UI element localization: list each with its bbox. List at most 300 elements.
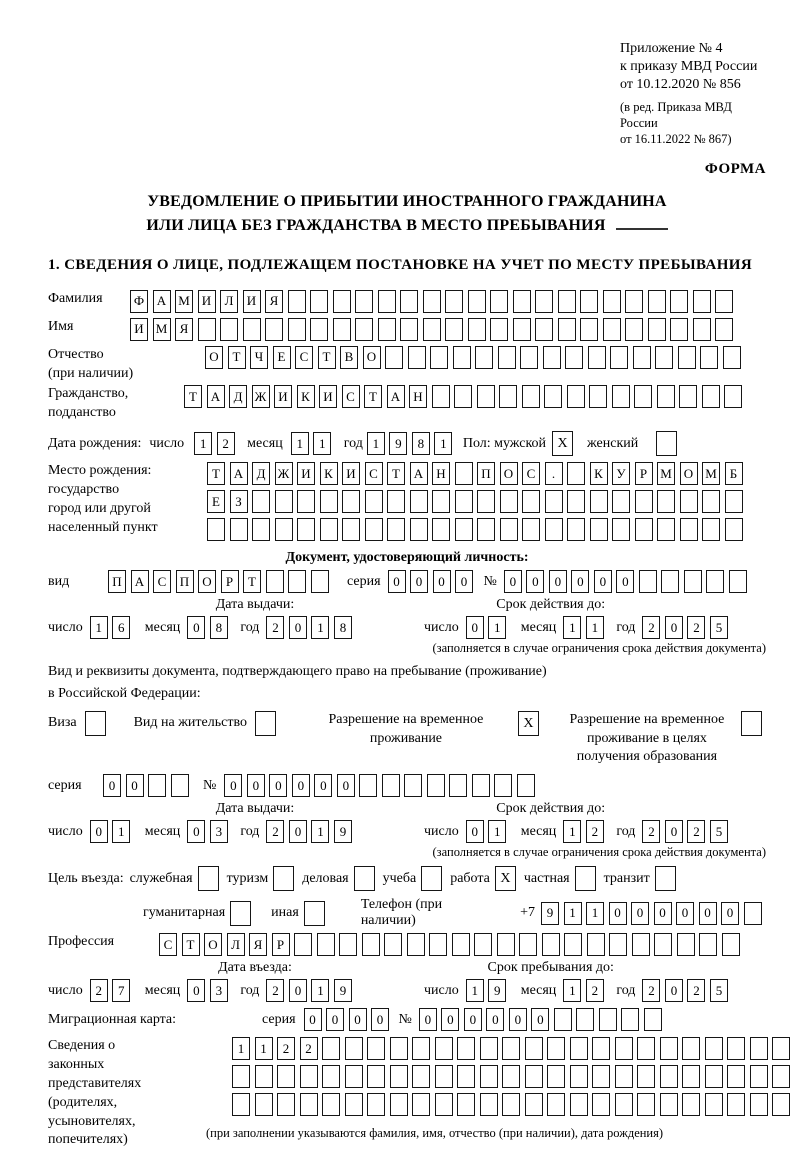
char-box[interactable] bbox=[682, 1065, 700, 1088]
char-box[interactable] bbox=[699, 933, 717, 956]
char-box[interactable] bbox=[589, 385, 607, 408]
char-box[interactable] bbox=[535, 290, 553, 313]
char-box[interactable] bbox=[294, 933, 312, 956]
char-box[interactable] bbox=[660, 1065, 678, 1088]
char-box[interactable] bbox=[590, 490, 608, 513]
char-box[interactable] bbox=[430, 346, 448, 369]
char-box[interactable] bbox=[365, 518, 383, 541]
char-box[interactable]: Ж bbox=[275, 462, 293, 485]
char-box[interactable] bbox=[612, 490, 630, 513]
char-box[interactable] bbox=[148, 774, 166, 797]
char-box[interactable] bbox=[404, 774, 422, 797]
char-box[interactable] bbox=[480, 1037, 498, 1060]
char-box[interactable]: 0 bbox=[388, 570, 406, 593]
char-box[interactable]: 1 bbox=[586, 902, 604, 925]
char-box[interactable] bbox=[412, 1037, 430, 1060]
char-box[interactable] bbox=[198, 318, 216, 341]
char-box[interactable] bbox=[412, 1093, 430, 1116]
char-box[interactable] bbox=[435, 1037, 453, 1060]
char-box[interactable] bbox=[558, 318, 576, 341]
char-box[interactable]: 0 bbox=[269, 774, 287, 797]
char-box[interactable]: 2 bbox=[586, 820, 604, 843]
char-box[interactable]: 1 bbox=[291, 432, 309, 455]
checkbox-business[interactable] bbox=[354, 866, 375, 891]
char-box[interactable] bbox=[580, 290, 598, 313]
char-box[interactable] bbox=[547, 1037, 565, 1060]
char-box[interactable]: О bbox=[204, 933, 222, 956]
char-box[interactable]: 0 bbox=[103, 774, 121, 797]
char-box[interactable]: Р bbox=[272, 933, 290, 956]
char-box[interactable] bbox=[522, 490, 540, 513]
char-box[interactable] bbox=[633, 346, 651, 369]
char-box[interactable]: 5 bbox=[710, 616, 728, 639]
char-box[interactable]: 0 bbox=[187, 979, 205, 1002]
char-box[interactable]: 6 bbox=[112, 616, 130, 639]
char-box[interactable] bbox=[207, 518, 225, 541]
char-box[interactable] bbox=[564, 933, 582, 956]
char-box[interactable] bbox=[660, 1037, 678, 1060]
char-box[interactable]: 9 bbox=[488, 979, 506, 1002]
char-box[interactable] bbox=[702, 490, 720, 513]
char-box[interactable] bbox=[480, 1065, 498, 1088]
char-box[interactable]: П bbox=[176, 570, 194, 593]
char-box[interactable]: 2 bbox=[300, 1037, 318, 1060]
char-box[interactable] bbox=[715, 290, 733, 313]
char-box[interactable]: С bbox=[342, 385, 360, 408]
char-box[interactable]: 2 bbox=[217, 432, 235, 455]
char-box[interactable] bbox=[610, 346, 628, 369]
char-box[interactable]: 0 bbox=[464, 1008, 482, 1031]
char-box[interactable] bbox=[603, 290, 621, 313]
char-box[interactable]: 1 bbox=[564, 902, 582, 925]
char-box[interactable]: 2 bbox=[687, 979, 705, 1002]
char-box[interactable] bbox=[385, 346, 403, 369]
char-box[interactable]: 1 bbox=[586, 616, 604, 639]
char-box[interactable]: 0 bbox=[486, 1008, 504, 1031]
char-box[interactable] bbox=[359, 774, 377, 797]
char-box[interactable] bbox=[230, 518, 248, 541]
char-box[interactable] bbox=[390, 1037, 408, 1060]
char-box[interactable]: 1 bbox=[563, 616, 581, 639]
char-box[interactable]: 1 bbox=[488, 616, 506, 639]
char-box[interactable]: Т bbox=[207, 462, 225, 485]
char-box[interactable] bbox=[637, 1065, 655, 1088]
char-box[interactable] bbox=[498, 346, 516, 369]
char-box[interactable]: 2 bbox=[277, 1037, 295, 1060]
char-box[interactable]: И bbox=[297, 462, 315, 485]
char-box[interactable] bbox=[410, 518, 428, 541]
char-box[interactable] bbox=[639, 570, 657, 593]
char-box[interactable] bbox=[457, 1065, 475, 1088]
char-box[interactable]: 2 bbox=[642, 820, 660, 843]
char-box[interactable]: 0 bbox=[289, 616, 307, 639]
char-box[interactable]: 2 bbox=[642, 979, 660, 1002]
char-box[interactable]: 8 bbox=[412, 432, 430, 455]
char-box[interactable] bbox=[311, 570, 329, 593]
char-box[interactable] bbox=[519, 933, 537, 956]
char-box[interactable] bbox=[657, 385, 675, 408]
char-box[interactable]: М bbox=[657, 462, 675, 485]
char-box[interactable]: О bbox=[198, 570, 216, 593]
char-box[interactable] bbox=[513, 290, 531, 313]
char-box[interactable] bbox=[682, 1037, 700, 1060]
char-box[interactable]: 0 bbox=[631, 902, 649, 925]
char-box[interactable]: С bbox=[365, 462, 383, 485]
char-box[interactable]: 2 bbox=[266, 820, 284, 843]
char-box[interactable] bbox=[678, 346, 696, 369]
char-box[interactable] bbox=[400, 290, 418, 313]
char-box[interactable]: 2 bbox=[266, 616, 284, 639]
char-box[interactable] bbox=[243, 318, 261, 341]
char-box[interactable] bbox=[565, 346, 583, 369]
char-box[interactable] bbox=[657, 490, 675, 513]
char-box[interactable]: 0 bbox=[326, 1008, 344, 1031]
char-box[interactable] bbox=[660, 1093, 678, 1116]
char-box[interactable]: 1 bbox=[313, 432, 331, 455]
char-box[interactable] bbox=[339, 933, 357, 956]
char-box[interactable]: 9 bbox=[389, 432, 407, 455]
char-box[interactable] bbox=[615, 1065, 633, 1088]
char-box[interactable] bbox=[497, 933, 515, 956]
char-box[interactable] bbox=[453, 346, 471, 369]
char-box[interactable]: О bbox=[205, 346, 223, 369]
checkbox-transit[interactable] bbox=[655, 866, 676, 891]
char-box[interactable] bbox=[333, 318, 351, 341]
char-box[interactable]: Т bbox=[184, 385, 202, 408]
char-box[interactable] bbox=[407, 933, 425, 956]
char-box[interactable]: Я bbox=[265, 290, 283, 313]
char-box[interactable] bbox=[570, 1065, 588, 1088]
char-box[interactable] bbox=[693, 318, 711, 341]
checkbox-humanitarian[interactable] bbox=[230, 901, 251, 926]
char-box[interactable] bbox=[705, 1093, 723, 1116]
char-box[interactable] bbox=[547, 1093, 565, 1116]
char-box[interactable] bbox=[637, 1037, 655, 1060]
char-box[interactable] bbox=[171, 774, 189, 797]
char-box[interactable]: Ф bbox=[130, 290, 148, 313]
char-box[interactable]: П bbox=[477, 462, 495, 485]
char-box[interactable] bbox=[423, 318, 441, 341]
char-box[interactable]: 0 bbox=[126, 774, 144, 797]
char-box[interactable]: 9 bbox=[334, 820, 352, 843]
char-box[interactable] bbox=[570, 1037, 588, 1060]
char-box[interactable] bbox=[670, 318, 688, 341]
char-box[interactable] bbox=[408, 346, 426, 369]
char-box[interactable] bbox=[494, 774, 512, 797]
char-box[interactable] bbox=[342, 490, 360, 513]
char-box[interactable] bbox=[635, 518, 653, 541]
char-box[interactable] bbox=[474, 933, 492, 956]
char-box[interactable] bbox=[567, 462, 585, 485]
char-box[interactable]: 0 bbox=[441, 1008, 459, 1031]
char-box[interactable]: 7 bbox=[112, 979, 130, 1002]
char-box[interactable]: 2 bbox=[642, 616, 660, 639]
char-box[interactable] bbox=[345, 1093, 363, 1116]
char-box[interactable] bbox=[727, 1093, 745, 1116]
char-box[interactable] bbox=[648, 290, 666, 313]
char-box[interactable]: 0 bbox=[665, 820, 683, 843]
char-box[interactable]: 1 bbox=[194, 432, 212, 455]
char-box[interactable]: 0 bbox=[466, 616, 484, 639]
char-box[interactable] bbox=[499, 385, 517, 408]
char-box[interactable]: Р bbox=[635, 462, 653, 485]
char-box[interactable] bbox=[744, 902, 762, 925]
char-box[interactable]: 1 bbox=[232, 1037, 250, 1060]
char-box[interactable] bbox=[252, 490, 270, 513]
char-box[interactable]: 0 bbox=[654, 902, 672, 925]
char-box[interactable]: К bbox=[590, 462, 608, 485]
char-box[interactable] bbox=[427, 774, 445, 797]
char-box[interactable] bbox=[390, 1093, 408, 1116]
char-box[interactable] bbox=[724, 385, 742, 408]
char-box[interactable]: Т bbox=[243, 570, 261, 593]
char-box[interactable] bbox=[625, 318, 643, 341]
char-box[interactable] bbox=[490, 290, 508, 313]
char-box[interactable]: М bbox=[175, 290, 193, 313]
char-box[interactable] bbox=[365, 490, 383, 513]
char-box[interactable] bbox=[410, 490, 428, 513]
char-box[interactable] bbox=[680, 490, 698, 513]
char-box[interactable]: 5 bbox=[710, 979, 728, 1002]
checkbox-visa[interactable] bbox=[85, 711, 106, 736]
char-box[interactable]: Т bbox=[364, 385, 382, 408]
char-box[interactable]: А bbox=[230, 462, 248, 485]
char-box[interactable]: Т bbox=[228, 346, 246, 369]
char-box[interactable] bbox=[634, 385, 652, 408]
char-box[interactable] bbox=[750, 1093, 768, 1116]
char-box[interactable] bbox=[452, 933, 470, 956]
char-box[interactable] bbox=[432, 490, 450, 513]
char-box[interactable] bbox=[445, 318, 463, 341]
char-box[interactable] bbox=[423, 290, 441, 313]
char-box[interactable] bbox=[367, 1037, 385, 1060]
char-box[interactable] bbox=[625, 290, 643, 313]
char-box[interactable]: 0 bbox=[349, 1008, 367, 1031]
char-box[interactable]: 0 bbox=[609, 902, 627, 925]
char-box[interactable]: 0 bbox=[509, 1008, 527, 1031]
char-box[interactable]: 0 bbox=[187, 820, 205, 843]
char-box[interactable]: Д bbox=[229, 385, 247, 408]
char-box[interactable] bbox=[525, 1065, 543, 1088]
char-box[interactable] bbox=[772, 1093, 790, 1116]
char-box[interactable] bbox=[621, 1008, 639, 1031]
char-box[interactable]: И bbox=[342, 462, 360, 485]
char-box[interactable] bbox=[609, 933, 627, 956]
char-box[interactable]: . bbox=[545, 462, 563, 485]
char-box[interactable] bbox=[567, 518, 585, 541]
char-box[interactable] bbox=[525, 1093, 543, 1116]
char-box[interactable]: 0 bbox=[455, 570, 473, 593]
char-box[interactable]: 2 bbox=[266, 979, 284, 1002]
char-box[interactable] bbox=[612, 518, 630, 541]
char-box[interactable] bbox=[682, 1093, 700, 1116]
char-box[interactable] bbox=[310, 318, 328, 341]
char-box[interactable]: И bbox=[274, 385, 292, 408]
char-box[interactable] bbox=[612, 385, 630, 408]
char-box[interactable] bbox=[455, 518, 473, 541]
checkbox-private[interactable] bbox=[575, 866, 596, 891]
char-box[interactable]: А bbox=[387, 385, 405, 408]
char-box[interactable] bbox=[449, 774, 467, 797]
char-box[interactable] bbox=[592, 1093, 610, 1116]
char-box[interactable] bbox=[500, 518, 518, 541]
char-box[interactable] bbox=[387, 518, 405, 541]
char-box[interactable] bbox=[750, 1037, 768, 1060]
char-box[interactable] bbox=[772, 1037, 790, 1060]
char-box[interactable] bbox=[702, 385, 720, 408]
char-box[interactable] bbox=[475, 346, 493, 369]
char-box[interactable] bbox=[702, 518, 720, 541]
char-box[interactable]: Я bbox=[175, 318, 193, 341]
char-box[interactable]: Н bbox=[432, 462, 450, 485]
char-box[interactable] bbox=[502, 1037, 520, 1060]
char-box[interactable] bbox=[654, 933, 672, 956]
char-box[interactable] bbox=[648, 318, 666, 341]
char-box[interactable] bbox=[661, 570, 679, 593]
char-box[interactable] bbox=[545, 490, 563, 513]
char-box[interactable] bbox=[457, 1093, 475, 1116]
checkbox-male[interactable]: X bbox=[552, 431, 573, 456]
char-box[interactable]: Т bbox=[318, 346, 336, 369]
char-box[interactable]: С bbox=[522, 462, 540, 485]
char-box[interactable]: М bbox=[153, 318, 171, 341]
char-box[interactable] bbox=[252, 518, 270, 541]
char-box[interactable] bbox=[502, 1065, 520, 1088]
char-box[interactable]: Т bbox=[387, 462, 405, 485]
char-box[interactable]: 0 bbox=[433, 570, 451, 593]
checkbox-other[interactable] bbox=[304, 901, 325, 926]
char-box[interactable]: 2 bbox=[687, 820, 705, 843]
char-box[interactable] bbox=[543, 346, 561, 369]
char-box[interactable]: 0 bbox=[616, 570, 634, 593]
char-box[interactable]: 0 bbox=[410, 570, 428, 593]
char-box[interactable] bbox=[615, 1093, 633, 1116]
char-box[interactable]: 0 bbox=[314, 774, 332, 797]
char-box[interactable]: 3 bbox=[210, 820, 228, 843]
char-box[interactable] bbox=[432, 518, 450, 541]
char-box[interactable]: Л bbox=[220, 290, 238, 313]
char-box[interactable] bbox=[378, 318, 396, 341]
char-box[interactable] bbox=[772, 1065, 790, 1088]
checkbox-tourism[interactable] bbox=[273, 866, 294, 891]
char-box[interactable] bbox=[700, 346, 718, 369]
char-box[interactable] bbox=[723, 346, 741, 369]
checkbox-work[interactable]: X bbox=[495, 866, 516, 891]
char-box[interactable]: Л bbox=[227, 933, 245, 956]
char-box[interactable] bbox=[277, 1065, 295, 1088]
char-box[interactable]: О bbox=[500, 462, 518, 485]
char-box[interactable] bbox=[670, 290, 688, 313]
char-box[interactable] bbox=[472, 774, 490, 797]
char-box[interactable]: Р bbox=[221, 570, 239, 593]
char-box[interactable]: З bbox=[230, 490, 248, 513]
char-box[interactable] bbox=[684, 570, 702, 593]
char-box[interactable] bbox=[587, 933, 605, 956]
char-box[interactable]: 0 bbox=[699, 902, 717, 925]
char-box[interactable]: 0 bbox=[531, 1008, 549, 1031]
char-box[interactable]: 0 bbox=[594, 570, 612, 593]
char-box[interactable]: П bbox=[108, 570, 126, 593]
char-box[interactable] bbox=[320, 518, 338, 541]
char-box[interactable]: Е bbox=[207, 490, 225, 513]
char-box[interactable] bbox=[599, 1008, 617, 1031]
char-box[interactable]: Ж bbox=[252, 385, 270, 408]
char-box[interactable] bbox=[412, 1065, 430, 1088]
char-box[interactable] bbox=[266, 570, 284, 593]
char-box[interactable] bbox=[635, 490, 653, 513]
char-box[interactable] bbox=[342, 518, 360, 541]
char-box[interactable]: 1 bbox=[112, 820, 130, 843]
char-box[interactable] bbox=[705, 1037, 723, 1060]
char-box[interactable] bbox=[576, 1008, 594, 1031]
char-box[interactable] bbox=[615, 1037, 633, 1060]
checkbox-residence-permit[interactable] bbox=[255, 711, 276, 736]
char-box[interactable] bbox=[603, 318, 621, 341]
checkbox-female[interactable] bbox=[656, 431, 677, 456]
char-box[interactable] bbox=[333, 290, 351, 313]
char-box[interactable]: 1 bbox=[563, 979, 581, 1002]
checkbox-temp-residence[interactable]: X bbox=[518, 711, 539, 736]
char-box[interactable] bbox=[400, 318, 418, 341]
char-box[interactable]: Н bbox=[409, 385, 427, 408]
char-box[interactable] bbox=[502, 1093, 520, 1116]
char-box[interactable] bbox=[513, 318, 531, 341]
char-box[interactable]: 0 bbox=[371, 1008, 389, 1031]
char-box[interactable] bbox=[297, 518, 315, 541]
char-box[interactable] bbox=[727, 1037, 745, 1060]
char-box[interactable] bbox=[367, 1093, 385, 1116]
char-box[interactable] bbox=[362, 933, 380, 956]
char-box[interactable] bbox=[547, 1065, 565, 1088]
char-box[interactable] bbox=[522, 518, 540, 541]
char-box[interactable] bbox=[390, 1065, 408, 1088]
char-box[interactable] bbox=[300, 1093, 318, 1116]
char-box[interactable] bbox=[265, 318, 283, 341]
char-box[interactable] bbox=[637, 1093, 655, 1116]
char-box[interactable]: 0 bbox=[289, 979, 307, 1002]
char-box[interactable] bbox=[429, 933, 447, 956]
char-box[interactable] bbox=[468, 318, 486, 341]
char-box[interactable]: К bbox=[297, 385, 315, 408]
char-box[interactable]: И bbox=[243, 290, 261, 313]
char-box[interactable] bbox=[590, 518, 608, 541]
char-box[interactable]: И bbox=[130, 318, 148, 341]
char-box[interactable] bbox=[232, 1065, 250, 1088]
char-box[interactable] bbox=[355, 318, 373, 341]
char-box[interactable] bbox=[320, 490, 338, 513]
char-box[interactable]: Т bbox=[182, 933, 200, 956]
char-box[interactable]: 0 bbox=[289, 820, 307, 843]
char-box[interactable]: В bbox=[340, 346, 358, 369]
char-box[interactable] bbox=[729, 570, 747, 593]
char-box[interactable] bbox=[535, 318, 553, 341]
char-box[interactable]: 9 bbox=[334, 979, 352, 1002]
char-box[interactable] bbox=[322, 1037, 340, 1060]
char-box[interactable] bbox=[477, 490, 495, 513]
char-box[interactable]: 0 bbox=[549, 570, 567, 593]
char-box[interactable]: А bbox=[410, 462, 428, 485]
char-box[interactable] bbox=[275, 490, 293, 513]
char-box[interactable] bbox=[382, 774, 400, 797]
char-box[interactable] bbox=[275, 518, 293, 541]
char-box[interactable] bbox=[592, 1037, 610, 1060]
char-box[interactable]: 2 bbox=[687, 616, 705, 639]
char-box[interactable] bbox=[580, 318, 598, 341]
char-box[interactable]: 1 bbox=[311, 820, 329, 843]
char-box[interactable] bbox=[435, 1065, 453, 1088]
char-box[interactable]: 1 bbox=[311, 979, 329, 1002]
char-box[interactable]: 1 bbox=[563, 820, 581, 843]
